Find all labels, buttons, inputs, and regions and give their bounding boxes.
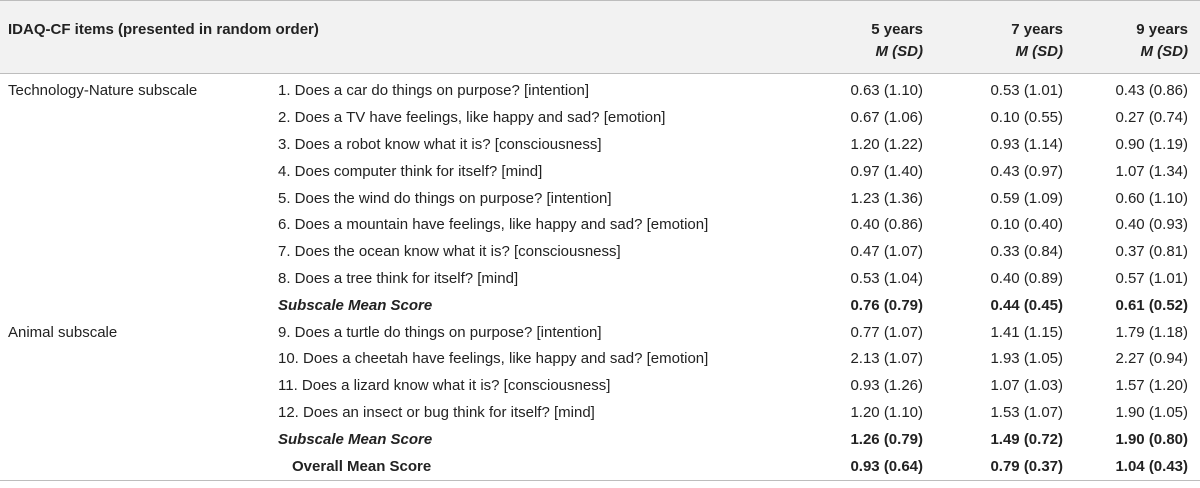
value-7y: 1.07 (1.03)	[990, 377, 1063, 395]
column-label: 7 years	[1011, 21, 1063, 38]
group-label: Technology-Nature subscale	[8, 82, 198, 100]
item-label: 6. Does a mountain have feelings, like happy and sad? [emotion]	[278, 216, 709, 234]
value-7y: 0.33 (0.84)	[990, 243, 1063, 261]
value-5y: 0.63 (1.10)	[850, 82, 923, 100]
subscale-mean-row	[0, 292, 1200, 319]
msd-label: M (SD)	[1015, 43, 1063, 60]
overall-mean-label: Overall Mean Score	[270, 453, 800, 480]
value-5y: 1.26 (0.79)	[850, 430, 923, 448]
item-label: 12. Does an insect or bug think for itself? [mind]	[278, 403, 595, 421]
value-5y: 0.97 (1.40)	[850, 162, 923, 180]
value-5y: 1.20 (1.10)	[850, 403, 923, 421]
value-5y: 0.93 (1.26)	[850, 377, 923, 395]
column-label: 9 years	[1136, 21, 1188, 38]
value-5y: 0.47 (1.07)	[850, 243, 923, 261]
value-5y: 2.13 (1.07)	[850, 350, 923, 368]
table-row	[0, 212, 1200, 239]
value-9y: 0.43 (0.86)	[1115, 82, 1188, 100]
item-label: 5. Does the wind do things on purpose? [intention]	[278, 189, 612, 207]
table-row	[0, 239, 1200, 266]
value-7y: 0.44 (0.45)	[990, 296, 1063, 314]
value-7y: 1.93 (1.05)	[990, 350, 1063, 368]
table-row	[0, 266, 1200, 293]
value-7y: 1.49 (0.72)	[990, 430, 1063, 448]
table-row	[0, 74, 1200, 105]
table-row	[0, 105, 1200, 132]
value-5y: 0.93 (0.64)	[800, 453, 935, 480]
value-9y: 1.90 (0.80)	[1115, 430, 1188, 448]
column-label: 5 years	[871, 21, 923, 38]
msd-label: M (SD)	[1140, 43, 1188, 60]
item-label: 1. Does a car do things on purpose? [intention]	[278, 82, 590, 100]
header-col-9-years	[1075, 1, 1200, 74]
header-row	[0, 1, 1200, 74]
table-row	[0, 319, 1200, 346]
value-9y: 0.37 (0.81)	[1115, 243, 1188, 261]
subscale-mean-row	[0, 426, 1200, 453]
value-9y: 0.27 (0.74)	[1115, 109, 1188, 127]
item-label: 2. Does a TV have feelings, like happy and sad? [emotion]	[278, 109, 666, 127]
value-9y: 1.04 (0.43)	[1075, 453, 1200, 480]
value-9y: 0.90 (1.19)	[1115, 135, 1188, 153]
value-9y: 1.57 (1.20)	[1115, 377, 1188, 395]
value-7y: 0.43 (0.97)	[990, 162, 1063, 180]
value-9y: 2.27 (0.94)	[1115, 350, 1188, 368]
value-5y: 0.77 (1.07)	[850, 323, 923, 341]
item-label: 3. Does a robot know what it is? [consciousness]	[278, 135, 602, 153]
value-5y: 1.20 (1.22)	[850, 135, 923, 153]
value-5y: 1.23 (1.36)	[850, 189, 923, 207]
value-9y: 1.79 (1.18)	[1115, 323, 1188, 341]
value-9y: 1.07 (1.34)	[1115, 162, 1188, 180]
header-col-5-years	[800, 1, 935, 74]
value-5y: 0.67 (1.06)	[850, 109, 923, 127]
item-label: 10. Does a cheetah have feelings, like happy and sad? [emotion]	[278, 350, 709, 368]
subscale-mean-label: Subscale Mean Score	[278, 430, 433, 448]
table-row	[0, 373, 1200, 400]
value-9y: 0.57 (1.01)	[1115, 269, 1188, 287]
subscale-mean-label: Subscale Mean Score	[278, 296, 433, 314]
table-row	[0, 400, 1200, 427]
group-label: Animal subscale	[8, 323, 118, 341]
value-7y: 0.59 (1.09)	[990, 189, 1063, 207]
item-label: 9. Does a turtle do things on purpose? [intention]	[278, 323, 602, 341]
msd-label: M (SD)	[875, 43, 923, 60]
header-title: IDAQ-CF items (presented in random order)	[0, 1, 800, 74]
value-7y: 1.53 (1.07)	[990, 403, 1063, 421]
table-row	[0, 158, 1200, 185]
value-7y: 0.40 (0.89)	[990, 269, 1063, 287]
table-row	[0, 185, 1200, 212]
item-label: 8. Does a tree think for itself? [mind]	[278, 269, 519, 287]
value-5y: 0.53 (1.04)	[850, 269, 923, 287]
value-7y: 0.79 (0.37)	[935, 453, 1075, 480]
value-9y: 0.40 (0.93)	[1115, 216, 1188, 234]
value-7y: 0.10 (0.55)	[990, 109, 1063, 127]
value-9y: 0.61 (0.52)	[1115, 296, 1188, 314]
value-5y: 0.40 (0.86)	[850, 216, 923, 234]
value-7y: 0.10 (0.40)	[990, 216, 1063, 234]
value-9y: 0.60 (1.10)	[1115, 189, 1188, 207]
value-7y: 1.41 (1.15)	[990, 323, 1063, 341]
value-7y: 0.53 (1.01)	[990, 82, 1063, 100]
overall-mean-row	[0, 453, 1200, 480]
item-label: 11. Does a lizard know what it is? [consciousness]	[278, 377, 611, 395]
header-col-7-years	[935, 1, 1075, 74]
item-label: 7. Does the ocean know what it is? [consciousness]	[278, 243, 621, 261]
value-5y: 0.76 (0.79)	[850, 296, 923, 314]
item-label: 4. Does computer think for itself? [mind]	[278, 162, 543, 180]
table-row	[0, 346, 1200, 373]
value-9y: 1.90 (1.05)	[1115, 403, 1188, 421]
value-7y: 0.93 (1.14)	[990, 135, 1063, 153]
table-row	[0, 132, 1200, 159]
